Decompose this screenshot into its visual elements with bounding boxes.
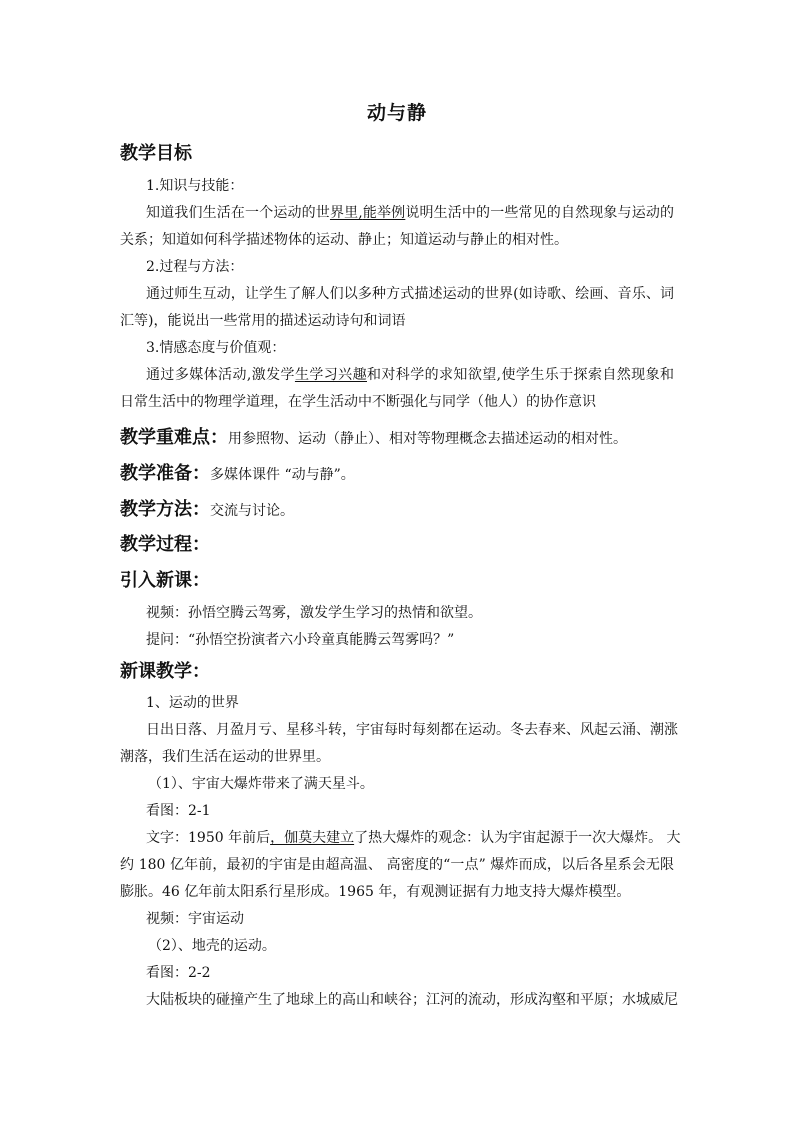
para2-line1: 文字：1950 年前后，伽莫夫建立了热大爆炸的观念：认为宇宙起源于一次大爆炸。 大 [146,830,681,846]
subsection-1-1: （1）、宇宙大爆炸带来了满天星斗。 [148,776,374,792]
subsection-1-2: （2）、地壳的运动。 [148,938,276,954]
method-heading: 教学方法：交流与讨论。 [120,499,294,520]
figure-2-1-ref: 看图：2-1 [146,803,211,819]
method-text: 交流与讨论。 [210,503,294,519]
section-1-title: 1、运动的世界 [146,695,239,711]
objective-1-label: 1.知识与技能： [146,178,244,194]
objective-3-text-line2: 日常生活中的物理学道理，在学生活动中不断强化与同学（他人）的协作意识 [120,394,596,410]
intro-line1: 视频：孙悟空腾云驾雾，激发学生学习的热情和欲望。 [146,605,482,621]
prep-heading: 教学准备：多媒体课件 “动与静”。 [120,463,355,484]
para2-line3: 膨胀。46 亿年前太阳系行星形成。1965 年，有观测证据有力地支持大爆炸模型。 [120,884,631,900]
video-cosmic-motion: 视频：宇宙运动 [146,911,244,927]
objective-2-text-line2: 汇等)，能说出一些常用的描述运动诗句和词语 [120,313,406,329]
figure-2-2-ref: 看图：2-2 [146,965,211,981]
intro-heading: 引入新课： [120,570,210,591]
objective-3-text-line1: 通过多媒体活动,激发学生学习兴趣和对科学的求知欲望,使学生乐于探索自然现象和 [146,367,675,383]
objectives-heading: 教学目标 [120,143,192,164]
objective-1-text-line2: 关系；知道如何科学描述物体的运动、静止；知道运动与静止的相对性。 [120,232,568,248]
page-title: 动与静 [366,102,427,124]
newlesson-heading: 新课教学： [120,661,210,682]
keypoints-heading: 教学重难点：用参照物、运动（静止）、相对等物理概念去描述运动的相对性。 [120,427,627,448]
objective-2-text-line1: 通过师生互动，让学生了解人们以多种方式描述运动的世界(如诗歌、绘画、音乐、词 [146,286,674,302]
intro-line2: 提问：“孙悟空扮演者六小玲童真能腾云驾雾吗？” [146,632,455,648]
objective-1-text-line1: 知道我们生活在一个运动的世界里,能举例说明生活中的一些常见的自然现象与运动的 [146,205,675,221]
para1-line2: 潮落，我们生活在运动的世界里。 [120,749,330,765]
process-heading: 教学过程： [120,534,210,555]
para2-line2: 约 180 亿年前，最初的宇宙是由超高温、 高密度的“一点” 爆炸而成，以后各星系会无限 [120,857,674,873]
keypoints-text: 用参照物、运动（静止）、相对等物理概念去描述运动的相对性。 [228,431,627,447]
para1-line1: 日出日落、月盈月亏、星移斗转，宇宙每时每刻都在运动。冬去春来、风起云涌、潮涨 [146,722,678,738]
prep-text: 多媒体课件 “动与静”。 [210,467,355,483]
objective-2-label: 2.过程与方法： [146,259,244,275]
para3-line1: 大陆板块的碰撞产生了地球上的高山和峡谷；江河的流动，形成沟壑和平原；水城威尼 [146,992,678,1008]
objective-3-label: 3.情感态度与价值观： [146,340,286,356]
